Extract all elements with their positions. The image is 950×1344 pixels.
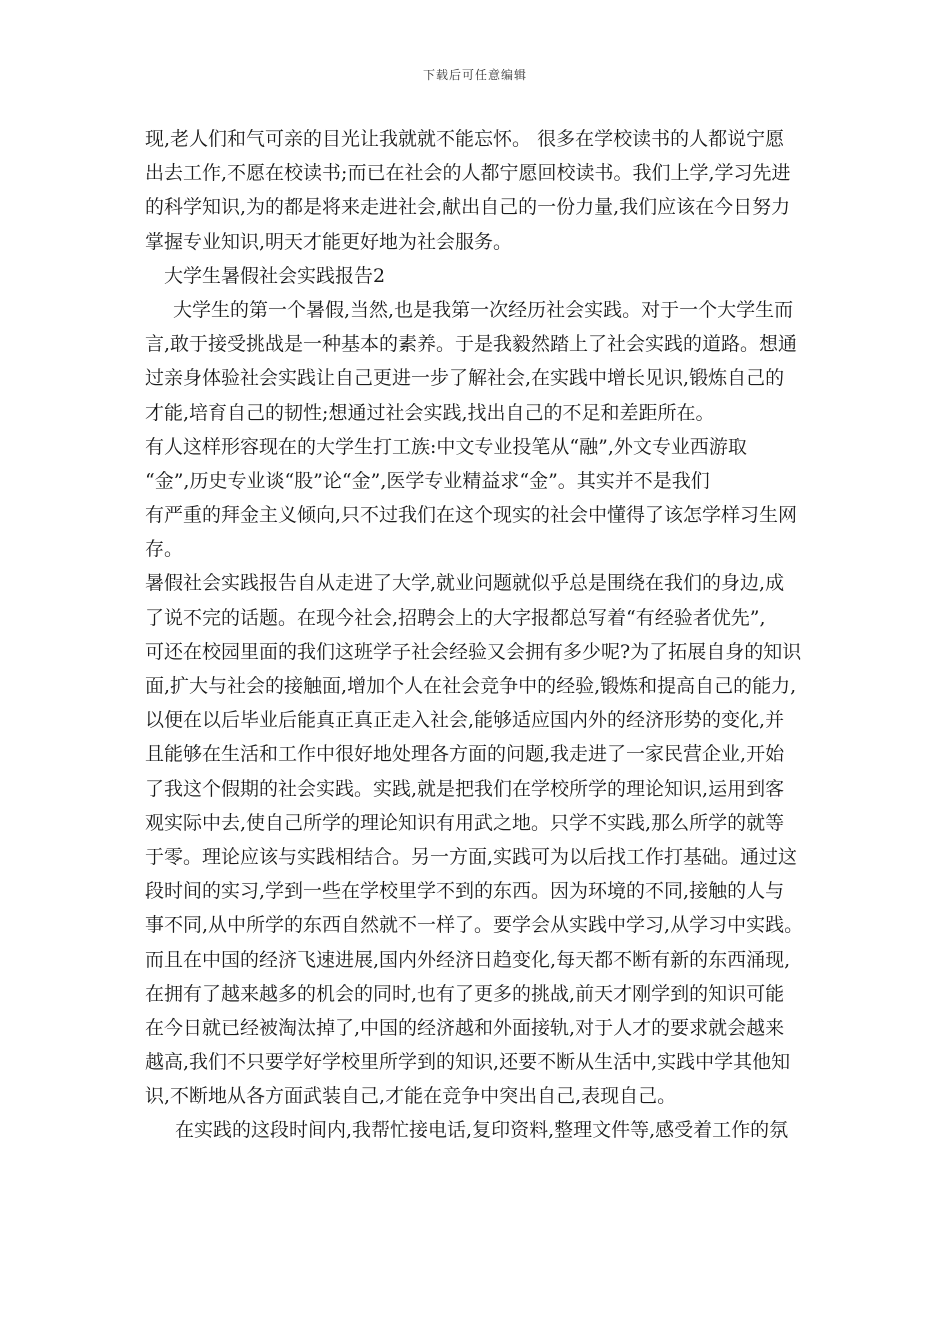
text-line: 了说不完的话题。在现今社会,招聘会上的大字报都总写着“有经验者优先”, xyxy=(145,606,766,629)
text-line: 越高,我们不只要学好学校里所学到的知识,还要不断从生活中,实践中学其他知 xyxy=(145,1051,791,1074)
text-line: 于零。理论应该与实践相结合。另一方面,实践可为以后找工作打基础。通过这 xyxy=(145,845,798,868)
text-line: 可还在校园里面的我们这班学子社会经验又会拥有多少呢?为了拓展自身的知识 xyxy=(145,640,802,663)
text-line: 识,不断地从各方面武装自己,才能在竞争中突出自己,表现自己。 xyxy=(145,1085,677,1108)
text-line: 而且在中国的经济飞速进展,国内外经济日趋变化,每天都不断有新的东西涌现, xyxy=(145,948,791,971)
text-line: 有人这样形容现在的大学生打工族:中文专业投笔从“融”,外文专业西游取 xyxy=(145,435,747,458)
text-line: 在今日就已经被淘汰掉了,中国的经济越和外面接轨,对于人才的要求就会越来 xyxy=(145,1016,785,1039)
text-line: 过亲身体验社会实践让自己更进一步了解社会,在实践中增长见识,锻炼自己的 xyxy=(145,367,785,390)
text-line: 事不同,从中所学的东西自然就不一样了。要学会从实践中学习,从学习中实践。 xyxy=(145,914,804,937)
text-line: 的科学知识,为的都是将来走进社会,献出自己的一份力量,我们应该在今日努力 xyxy=(145,196,791,219)
text-line: 才能,培育自己的韧性;想通过社会实践,找出自己的不足和差距所在。 xyxy=(145,401,715,424)
text-line: 大学生的第一个暑假,当然,也是我第一次经历社会实践。对于一个大学生而 xyxy=(173,298,794,321)
header-note: 下载后可任意编辑 xyxy=(422,68,527,82)
text-line: 在实践的这段时间内,我帮忙接电话,复印资料,整理文件等,感受着工作的氛 xyxy=(175,1119,789,1142)
text-line: 出去工作,不愿在校读书;而已在社会的人都宁愿回校读书。我们上学,学习先进 xyxy=(145,162,791,185)
text-line: 了我这个假期的社会实践。实践,就是把我们在学校所学的理论知识,运用到客 xyxy=(145,777,785,800)
text-line: 且能够在生活和工作中很好地处理各方面的问题,我走进了一家民营企业,开始 xyxy=(145,743,785,766)
document-body xyxy=(145,122,825,1148)
text-line: 现,老人们和气可亲的目光让我就就不能忘怀。 很多在学校读书的人都说宁愿 xyxy=(145,128,785,150)
text-line: 以便在以后毕业后能真正真正走入社会,能够适应国内外的经济形势的变化,并 xyxy=(145,709,785,732)
text-line: 段时间的实习,学到一些在学校里学不到的东西。因为环境的不同,接触的人与 xyxy=(145,880,785,903)
text-line: 有严重的拜金主义倾向,只不过我们在这个现实的社会中懂得了该怎学样习生网 xyxy=(145,504,798,527)
text-line: 在拥有了越来越多的机会的同时,也有了更多的挑战,前天才刚学到的知识可能 xyxy=(145,982,785,1005)
text-line: 言,敢于接受挑战是一种基本的素养。于是我毅然踏上了社会实践的道路。想通 xyxy=(145,333,798,356)
text-line: “金”,历史专业谈“股”论“金”,医学专业精益求“金”。其实并不是我们 xyxy=(145,469,710,492)
text-line: 掌握专业知识,明天才能更好地为社会服务。 xyxy=(145,230,513,253)
section-heading: 大学生暑假社会实践报告2 xyxy=(164,264,386,287)
text-line: 面,扩大与社会的接触面,增加个人在社会竞争中的经验,锻炼和提高自己的能力, xyxy=(145,675,797,697)
text-line: 观实际中去,使自己所学的理论知识有用武之地。只学不实践,那么所学的就等 xyxy=(145,811,785,834)
text-line: 暑假社会实践报告自从走进了大学,就业问题就似乎总是围绕在我们的身边,成 xyxy=(145,572,785,595)
text-line: 存。 xyxy=(145,538,184,561)
